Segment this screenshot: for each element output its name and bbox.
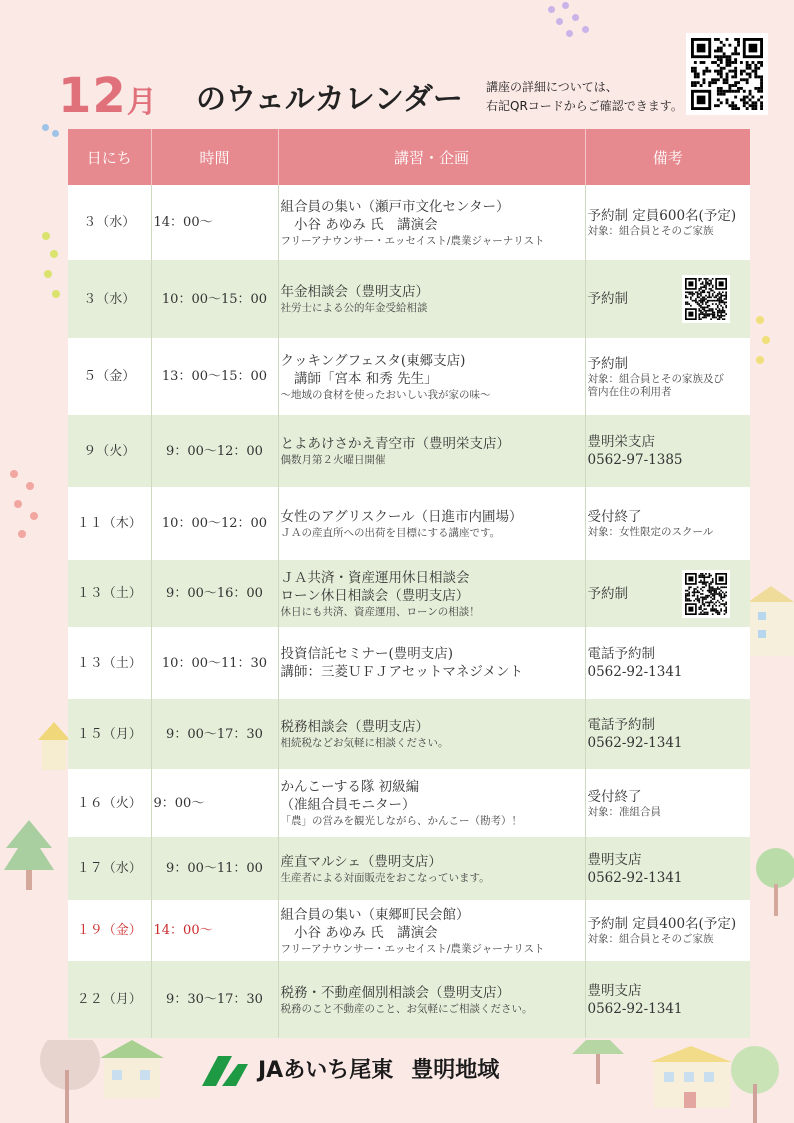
table-row (68, 769, 750, 837)
header-qr-code-icon[interactable] (686, 33, 768, 115)
notes-sub-line: 管内在住の利用者 (587, 385, 672, 398)
event-subtitle: フリーアナウンサー・エッセイスト/農業ジャーナリスト (280, 942, 545, 955)
table-row (68, 837, 750, 900)
event-title-line: 女性のアグリスクール（日進市内圃場） (280, 508, 523, 525)
event-date: ３（水） (68, 260, 151, 338)
event-description (278, 487, 585, 560)
event-subtitle: 税務のこと不動産のこと、お気軽にご相談ください。 (280, 1002, 533, 1015)
notes-main-line: 0562-92-1341 (587, 869, 683, 886)
event-notes (585, 837, 750, 900)
brand-name: JAあいち尾東 (258, 1058, 394, 1083)
event-description (278, 961, 585, 1038)
qr-note-line1: 講座の詳細については、 (486, 80, 618, 94)
event-time: 10：00～15：00 (151, 260, 278, 338)
event-subtitle: ＪＡの産直所への出荷を目標にする講座です。 (280, 526, 501, 539)
table-row (68, 415, 750, 487)
qr-pattern-icon (691, 38, 763, 110)
month-number (58, 66, 158, 133)
table-row (68, 961, 750, 1038)
event-time: 14：00～ (151, 185, 278, 260)
event-description (278, 185, 585, 260)
table-row (68, 699, 750, 769)
event-date: ５（金） (68, 338, 151, 415)
event-time: 9：00～12：00 (151, 415, 278, 487)
event-subtitle: 生産者による対面販売をおこなっています。 (280, 871, 490, 884)
event-date: １７（水） (68, 837, 151, 900)
header-time: 時間 (151, 129, 278, 185)
notes-main-line: 0562-92-1341 (587, 1000, 683, 1017)
header-date: 日にち (68, 129, 151, 185)
page-title: のウェルカレンダー (196, 82, 463, 117)
notes-main-line: 予約制 (587, 355, 628, 372)
event-subtitle: 休日にも共済、資産運用、ローンの相談！ (280, 605, 480, 618)
event-notes (585, 627, 750, 699)
event-title-line: （准組合員モニター） (280, 797, 416, 813)
notes-sub-line: 対象：女性限定のスクール (587, 526, 714, 538)
event-title-line: 投資信託セミナー(豊明支店) (280, 646, 454, 662)
event-subtitle: 相続税などお気軽に相談ください。 (280, 737, 449, 749)
notes-sub-line: 対象：准組合員 (587, 805, 661, 818)
table-row (68, 560, 750, 627)
table-row (68, 487, 750, 560)
event-title-line: 年金相談会（豊明支店） (280, 284, 429, 300)
event-title-line: 講師：三菱ＵＦＪアセットマネジメント (280, 664, 523, 680)
table-row (68, 260, 750, 338)
notes-main-line: 豊明支店 (587, 982, 642, 999)
event-title-line: とよあけさかえ青空市（豊明栄支店） (280, 436, 510, 452)
event-time: 9：30～17：30 (151, 961, 278, 1038)
event-time: 14：00～ (151, 900, 278, 961)
event-subtitle: 偶数月第２火曜日開催 (280, 454, 386, 466)
event-time: 10：00～11：30 (151, 627, 278, 699)
event-time: 10：00～12：00 (151, 487, 278, 560)
qr-note (486, 78, 686, 116)
event-date: ９（火） (68, 415, 151, 487)
area-name: 豊明地域 (411, 1058, 500, 1083)
event-description (278, 415, 585, 487)
event-description (278, 900, 585, 961)
notes-main-line: 予約制 定員600名(予定) (587, 208, 737, 224)
qr-pattern-icon (685, 573, 727, 615)
event-subtitle: 社労士による公的年金受給相談 (280, 302, 428, 314)
event-subtitle: ～地域の食材を使ったおいしい我が家の味～ (280, 388, 491, 401)
table-header-row (68, 129, 750, 185)
event-title-line: クッキングフェスタ(東郷支店) (280, 352, 466, 369)
notes-main-line: 受付終了 (587, 788, 642, 805)
event-notes (585, 560, 750, 627)
table-row (68, 627, 750, 699)
event-title-line: 組合員の集い（瀬戸市文化センター） (280, 198, 510, 215)
event-description (278, 769, 585, 837)
notes-main-line: 電話予約制 (587, 646, 655, 662)
notes-main-line: 0562-92-1341 (587, 735, 683, 751)
event-title-line: 産直マルシェ（豊明支店） (280, 853, 442, 870)
notes-main-line: 豊明栄支店 (587, 434, 655, 450)
house-right-icon (748, 586, 794, 656)
ja-logo (202, 1054, 499, 1088)
event-subtitle: フリーアナウンサー・エッセイスト/農業ジャーナリスト (280, 234, 545, 247)
event-time: 9：00～16：00 (151, 560, 278, 627)
event-notes (585, 415, 750, 487)
event-title-line: かんこーする隊 初級編 (280, 779, 420, 795)
event-date: １３（土） (68, 560, 151, 627)
notes-main-line: 電話予約制 (587, 717, 655, 733)
table-body (68, 185, 750, 1038)
event-date: ３（水） (68, 185, 151, 260)
event-notes (585, 185, 750, 260)
event-description (278, 837, 585, 900)
event-title-line: ＪＡ共済・資産運用休日相談会 (280, 569, 470, 586)
qr-pattern-icon (685, 278, 727, 320)
event-calendar-table (68, 129, 750, 1038)
event-description (278, 260, 585, 338)
event-date: ２２（月） (68, 961, 151, 1038)
notes-sub-line: 対象：組合員とそのご家族 (587, 933, 714, 945)
tree-left-icon (4, 820, 54, 890)
event-subtitle: 「農」の営みを観光しながら、かんこー（勘考）！ (280, 815, 522, 827)
header-notes: 備考 (585, 129, 750, 185)
qr-note-line2: 右記QRコードからご確認できます。 (486, 99, 683, 113)
notes-sub-line: 対象：組合員とその家族及び (587, 372, 724, 385)
ja-logo-mark-icon (202, 1056, 252, 1086)
event-title-line: 小谷 あゆみ 氏 講演会 (280, 216, 438, 233)
notes-main-line: 0562-97-1385 (587, 452, 683, 468)
event-time: 13：00～15：00 (151, 338, 278, 415)
event-description (278, 627, 585, 699)
event-time: 9：00～11：00 (151, 837, 278, 900)
row-qr-code-icon[interactable] (682, 275, 730, 323)
event-date: １３（土） (68, 627, 151, 699)
notes-main-line: 受付終了 (587, 509, 642, 525)
event-date: １５（月） (68, 699, 151, 769)
event-title-line: 組合員の集い（東郷町民会館） (280, 906, 470, 923)
event-time: 9：00～ (151, 769, 278, 837)
event-title-line: 講師「宮本 和秀 先生」 (280, 370, 438, 387)
tree-right-icon (756, 846, 794, 916)
header-event: 講習・企画 (278, 129, 585, 185)
event-notes (585, 260, 750, 338)
event-title-line: 税務相談会（豊明支店） (280, 719, 429, 735)
event-date: １１（木） (68, 487, 151, 560)
event-title-line: ローン休日相談会（豊明支店） (280, 587, 470, 604)
event-notes (585, 961, 750, 1038)
event-description (278, 560, 585, 627)
event-title-line: 小谷 あゆみ 氏 講演会 (280, 924, 438, 941)
notes-main-line: 予約制 定員400名(予定) (587, 916, 737, 932)
event-notes (585, 769, 750, 837)
event-date: １９（金） (68, 900, 151, 961)
table-row (68, 338, 750, 415)
event-notes (585, 699, 750, 769)
notes-sub-line: 対象：組合員とそのご家族 (587, 225, 714, 237)
event-date: １６（火） (68, 769, 151, 837)
month-suffix: 月 (126, 85, 158, 120)
house-left-icon (38, 722, 70, 770)
event-description (278, 338, 585, 415)
event-time: 9：00～17：30 (151, 699, 278, 769)
event-notes (585, 900, 750, 961)
event-title-line: 税務・不動産個別相談会（豊明支店） (280, 984, 510, 1001)
notes-main-line: 予約制 (587, 585, 628, 602)
notes-main-line: 予約制 (587, 291, 628, 307)
month-value: 12 (58, 68, 127, 124)
event-notes (585, 487, 750, 560)
table-row (68, 185, 750, 260)
table-row (68, 900, 750, 961)
event-description (278, 699, 585, 769)
row-qr-code-icon[interactable] (682, 570, 730, 618)
notes-main-line: 0562-92-1341 (587, 664, 683, 680)
notes-main-line: 豊明支店 (587, 851, 642, 868)
event-notes (585, 338, 750, 415)
